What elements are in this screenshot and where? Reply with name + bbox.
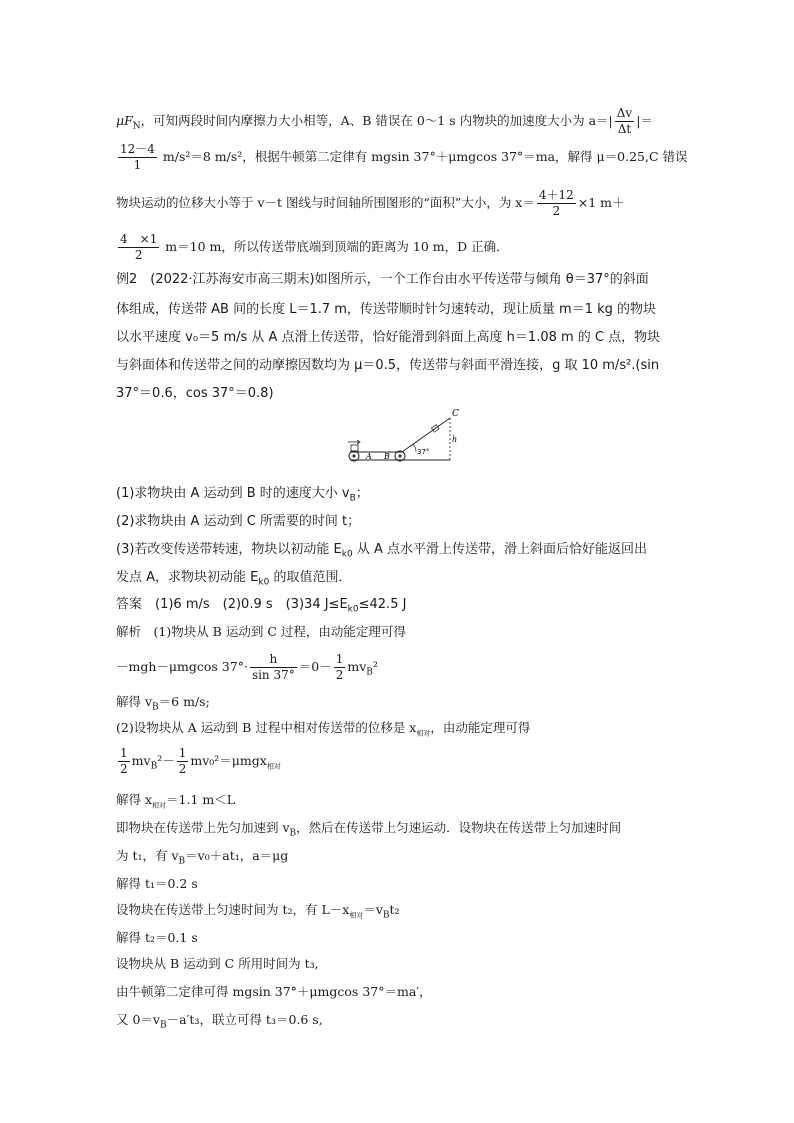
angle-label: 37° (417, 448, 430, 456)
question-2: (2)求物块由 A 运动到 C 所需要的时间 t； (116, 514, 361, 529)
text-line: 物块运动的位移大小等于 v－t 图线与时间轴所围图形的“面积”大小，为 x＝ $\frac{4+12}{2}$ ×1 m＋ (116, 188, 625, 218)
incline-surface (402, 418, 450, 452)
roller-right-axle (399, 455, 402, 458)
example-text: 与斜面体和传送带之间的动摩擦因数均为 μ＝0.5，传送带与斜面平滑连接，g 取 10 m/s².(sin (116, 358, 660, 373)
example-text: 37°＝0.6，cos 37°＝0.8) (116, 386, 274, 401)
solution-line: 设物块在传送带上匀速时间为 t₂，有 $L-x_{相对}=v_Bt_2$ (116, 902, 400, 921)
block (351, 445, 358, 451)
example-text: 体组成，传送带 AB 间的长度 L＝1.7 m，传送带顺时针匀速转动，现让质量 m＝1 kg 的物块 (116, 302, 657, 317)
fraction: $\frac{h}{\sin 37^\circ}$ (251, 652, 295, 682)
angle-arc (413, 444, 416, 452)
label-c: C (452, 409, 459, 419)
text-line: $\frac{12-4}{1}$ m/s²＝8 m/s²，根据牛顿第二定律有 mgsin 37°＋μmgcos 37°＝ma，解得 μ＝0.25,C 错误 (120, 142, 688, 172)
text-line: $\mu F_N$，可知两段时间内摩擦力大小相等，A、B 错误在 0～1 s 内物块的加速度大小为 a＝| $\frac{\Delta v}{\Delta t}$ |＝ (116, 106, 653, 136)
conveyor-incline-figure (340, 408, 464, 476)
text-line: $\frac{4 \times 1}{2}$ m＝10 m，所以传送带底端到顶端的距离为 10 m，D 正确． (120, 232, 509, 262)
example-text: 例2 (2022·江苏海安市高三期末)如图所示，一个工作台由水平传送带与倾角 θ＝37°的斜面 (116, 272, 649, 287)
fraction: $\frac{12-4}{1}$ (120, 142, 155, 172)
solution-line: 解析 (1)物块从 B 运动到 C 过程，由动能定理可得 (116, 624, 406, 639)
solution-line: 解得 $v_B=6$ m/s; (116, 694, 210, 713)
solution-line: 解得 t₂＝0.1 s (116, 930, 198, 945)
question-1: (1)求物块由 A 运动到 B 时的速度大小 $v_B$； (116, 486, 369, 504)
fraction: $\frac{1}{2}$ (335, 652, 344, 682)
fraction: $\frac{4+12}{2}$ (538, 188, 574, 218)
fraction: $\frac{\Delta v}{\Delta t}$ (616, 106, 633, 136)
solution-line: 又 $0=v_B-a't_3$，联立可得 t₃＝0.6 s, (116, 1012, 323, 1031)
example-text: 以水平速度 v₀＝5 m/s 从 A 点滑上传送带，恰好能滑到斜面上高度 h＝1.08 m 的 C 点，物块 (116, 330, 661, 345)
question-3-cont: 发点 A，求物块初动能 $E_{k0}$ 的取值范围． (116, 570, 352, 588)
solution-line: 解得 t₁＝0.2 s (116, 876, 198, 891)
solution-line: (2)设物块从 A 运动到 B 过程中相对传送带的位移是 $x_{相对}$，由动能定理可得 (116, 720, 531, 738)
equation-2: $\frac{1}{2}$ $mv_B^2-$ $\frac{1}{2}$ mv₀²＝μmgx$_{相对}$ (120, 746, 281, 776)
question-3: (3)若改变传送带转速，物块以初动能 $E_{k0}$ 从 A 点水平滑上传送带，滑上斜面后恰好能返回出 (116, 542, 648, 560)
label-b: B (384, 452, 390, 461)
equation-1: －mgh－μmgcos 37°· $\frac{h}{\sin 37^\circ}$ ＝0－ $\frac{1}{2}$ $mv_B^2$ (116, 652, 378, 682)
fraction: $\frac{4 \times 1}{2}$ (120, 232, 158, 262)
solution-line: 由牛顿第二定律可得 mgsin 37°＋μmgcos 37°＝ma′， (116, 984, 432, 999)
label-a: A (366, 452, 372, 461)
answer-line: 答案 (1)6 m/s (2)0.9 s (3)34 $J\le E_{k0}\le 42.5$ J (116, 597, 407, 615)
solution-line: 设物块从 B 运动到 C 所用时间为 t₃, (116, 956, 319, 971)
solution-line: 为 t₁，有 $v_B=v_0+at_1$，a＝μg (116, 848, 289, 867)
solution-line: 即物块在传送带上先匀加速到 $v_B$，然后在传送带上匀速运动．设物块在传送带上匀加速时间 (116, 820, 622, 839)
solution-line: 解得 $x_{相对}=1.1$ m＜L (116, 792, 236, 810)
roller-left-axle (353, 455, 356, 458)
fraction: $\frac{1}{2}$ (178, 746, 187, 776)
label-h: h (452, 435, 458, 444)
fraction: $\frac{1}{2}$ (120, 746, 128, 776)
